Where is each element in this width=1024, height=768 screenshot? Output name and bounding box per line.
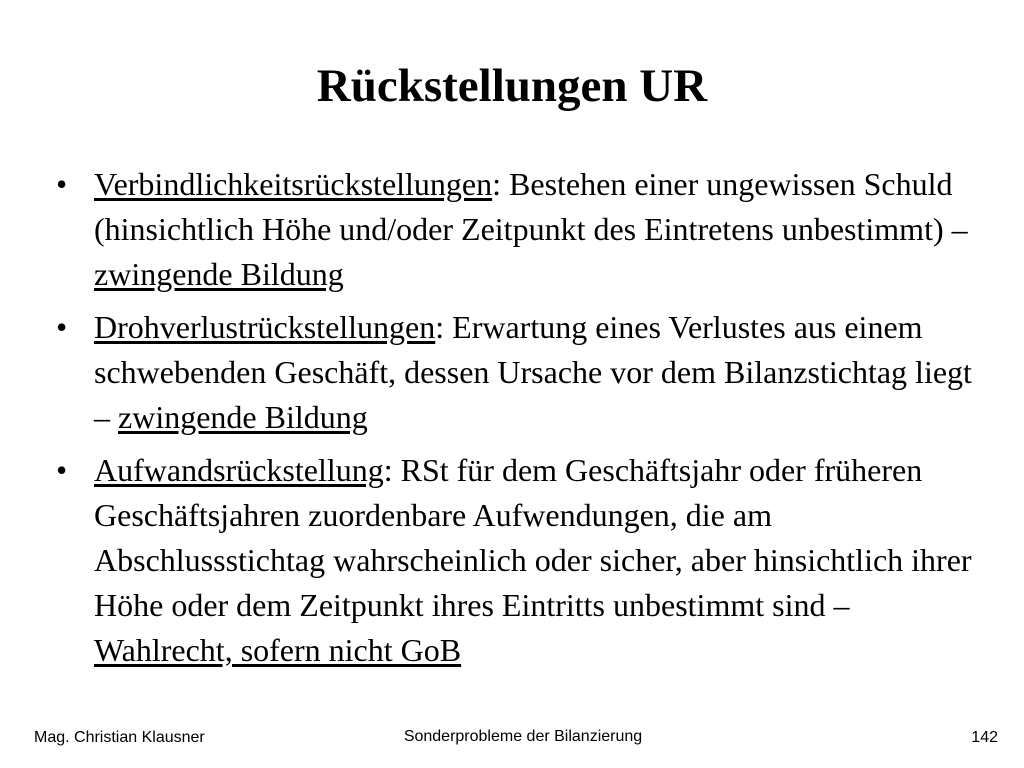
bullet-symbol: •: [56, 309, 68, 345]
bullet-term: Aufwandsrückstellung: [94, 452, 384, 488]
bullet-item-2: [56, 305, 976, 440]
bullet-term: Drohverlustrückstellungen: [94, 309, 436, 345]
bullet-item-3: [56, 448, 976, 673]
bullet-symbol: •: [56, 166, 68, 202]
bullet-text: : RSt für dem Geschäftsjahr oder früheren Geschäftsjahren zuordenbare Aufwendungen, die am Abschlussstichtag wahrscheinlich oder sicher, aber hinsichtlich ihrer Höhe oder dem Zeitpunkt ihres Eintritts unbestimmt sind –: [94, 452, 972, 623]
bullet-emphasis: zwingende Bildung: [118, 399, 368, 435]
bullet-emphasis: Wahlrecht, sofern nicht GoB: [94, 632, 462, 668]
bullet-emphasis: zwingende Bildung: [94, 256, 344, 292]
footer-author: Mag. Christian Klausner: [34, 729, 205, 746]
footer-page-number: 142: [971, 729, 998, 746]
bullet-term: Verbindlichkeitsrückstellungen: [94, 166, 493, 202]
bullet-text: : Bestehen einer ungewissen Schuld (hinsichtlich Höhe und/oder Zeitpunkt des Eintretens unbestimmt) –: [94, 166, 968, 247]
bullet-text: : Erwartung eines Verlustes aus einem schwebenden Geschäft, dessen Ursache vor dem Bilanzstichtag liegt –: [94, 309, 972, 435]
bullet-symbol: •: [56, 452, 68, 488]
footer-topic: Sonderprobleme der Bilanzierung: [403, 728, 643, 745]
slide-title: Rückstellungen UR: [316, 60, 708, 112]
bullet-item-1: [56, 162, 976, 297]
bullet-list: [56, 162, 976, 681]
